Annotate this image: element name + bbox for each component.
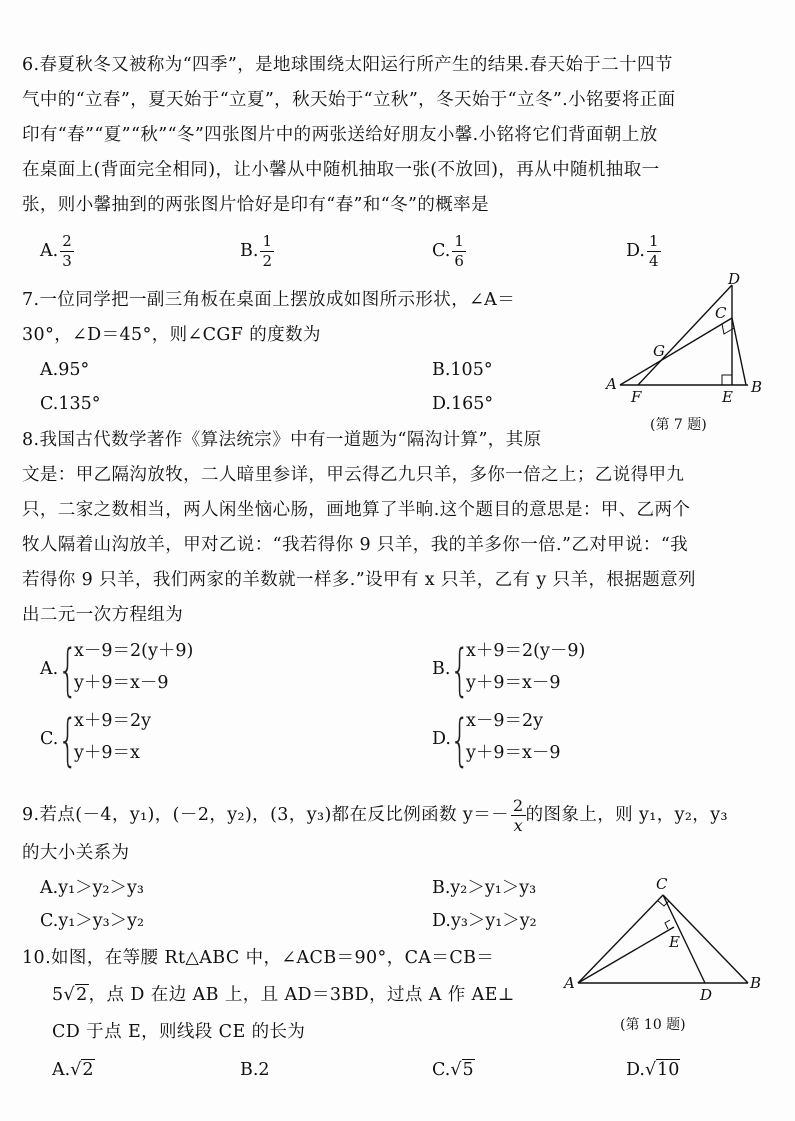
question-7-option-d[interactable]: D.165°: [432, 394, 494, 414]
question-8-line: 只，二家之数相当，两人闲坐恼心肠，画地算了半晌.这个题目的意思是：甲、乙两个: [22, 500, 691, 520]
question-6-line: 印有“春”“夏”“秋”“冬”四张图片中的两张送给好朋友小馨.小铭将它们背面朝上放: [22, 125, 658, 145]
question-8-line: 牧人隔着山沟放羊，甲对乙说：“我若得你 9 只羊，我的羊多你一倍.”乙对甲说：“我: [22, 535, 689, 555]
denominator: x: [513, 816, 524, 835]
denominator: 4: [648, 252, 659, 270]
denominator: 6: [454, 252, 464, 270]
option-label: D.: [432, 729, 451, 749]
radical-sign: √: [644, 1060, 657, 1080]
question-8-line: 出二元一次方程组为: [22, 605, 184, 625]
sqrt: [64, 987, 89, 1005]
option-label: B.2: [240, 1060, 270, 1080]
option-label: A.: [40, 241, 59, 261]
question-6-line: 张，则小馨抽到的两张图片恰好是印有“春”和“冬”的概率是: [22, 195, 489, 215]
equation: y＋9＝x－9: [466, 743, 561, 763]
question-6-option-d[interactable]: [626, 232, 661, 271]
question-7-option-c[interactable]: C.135°: [40, 394, 101, 414]
question-10-option-a[interactable]: [52, 1062, 95, 1080]
point-label: D: [728, 270, 741, 288]
point-label: D: [700, 986, 713, 1004]
point-label: A: [564, 974, 575, 992]
sqrt: [450, 1062, 474, 1080]
question-7-line: 7.一位同学把一副三角板在桌面上摆放成如图所示形状，∠A＝: [22, 290, 516, 310]
question-9-line: [22, 796, 728, 835]
radicand: 5: [462, 1060, 474, 1080]
equation: x－9＝2y: [466, 711, 544, 731]
right-angle-mark: [722, 375, 732, 385]
question-10-option-d[interactable]: [626, 1062, 680, 1080]
equation: y＋9＝x: [74, 743, 140, 763]
option-label: C.: [432, 1060, 451, 1080]
radicand: 2: [82, 1060, 94, 1080]
numerator: 1: [648, 232, 659, 250]
option-label: C.: [40, 729, 59, 749]
segment-ae: [578, 927, 674, 983]
question-8-option-b[interactable]: [432, 638, 732, 703]
radicand: 10: [657, 1060, 680, 1080]
fraction: [511, 796, 526, 835]
figure-10-caption: (第 10 题): [620, 1017, 686, 1033]
option-label: D.: [626, 1060, 645, 1080]
numerator: 1: [454, 232, 464, 250]
fraction: [452, 232, 466, 271]
question-text: 的图象上，则 y₁，y₂，y₃: [525, 805, 728, 825]
radical-sign: √: [70, 1060, 82, 1080]
fraction: [60, 232, 74, 271]
option-label: A.: [40, 659, 59, 679]
question-7-option-b[interactable]: B.105°: [432, 360, 493, 380]
fraction: [647, 232, 661, 271]
option-label: A.: [52, 1060, 71, 1080]
question-6-line: 气中的“立春”，夏天始于“立夏”，秋天始于“立秋”，冬天始于“立冬”.小铭要将正面: [22, 90, 676, 110]
radicand: 2: [76, 985, 88, 1005]
point-label: F: [631, 388, 642, 406]
question-9-line: 的大小关系为: [22, 843, 130, 863]
figure-7-caption: (第 7 题): [650, 417, 707, 433]
brace: {: [58, 638, 78, 703]
brace: {: [58, 708, 78, 773]
option-label: D.: [626, 241, 645, 261]
numerator: 1: [262, 232, 272, 250]
question-6-line: 在桌面上(背面完全相同)，让小馨从中随机抽取一张(不放回)，再从中随机抽取一: [22, 160, 660, 180]
numerator: 2: [513, 796, 524, 815]
question-6-option-c[interactable]: [432, 232, 466, 271]
question-7-option-a[interactable]: A.95°: [40, 360, 90, 380]
fraction: [260, 232, 274, 271]
question-9-option-b[interactable]: B.y₂＞y₁＞y₃: [432, 878, 537, 898]
radical-sign: √: [450, 1060, 462, 1080]
option-label: B.: [240, 241, 259, 261]
segment-cb: [732, 318, 746, 385]
question-10-line: CD 于点 E，则线段 CE 的长为: [52, 1022, 306, 1042]
segment-ac: [620, 318, 732, 385]
equation: y＋9＝x－9: [466, 673, 561, 693]
point-label: B: [751, 378, 763, 396]
question-text: 5: [52, 985, 64, 1005]
question-8-line: 若得你 9 只羊，我们两家的羊数就一样多.”设甲有 x 只羊，乙有 y 只羊，根据题意列: [22, 570, 696, 590]
sqrt: [70, 1062, 94, 1080]
equation: x＋9＝2(y－9): [466, 641, 586, 661]
question-10-line: [52, 987, 515, 1005]
point-label: G: [653, 342, 665, 360]
option-label: B.: [432, 659, 451, 679]
question-8-option-c[interactable]: [40, 708, 340, 773]
brace: {: [450, 638, 470, 703]
question-8-line: 文是：甲乙隔沟放牧，二人暗里参详，甲云得乙九只羊，多你一倍之上；乙说得甲九: [22, 465, 685, 485]
question-9-option-d[interactable]: D.y₃＞y₁＞y₂: [432, 911, 537, 931]
equation: x＋9＝2y: [74, 711, 152, 731]
question-10-figure: [560, 875, 760, 1005]
question-6-option-a[interactable]: [40, 232, 74, 271]
question-10-option-c[interactable]: [432, 1062, 475, 1080]
point-label: B: [750, 974, 762, 992]
point-label: A: [606, 375, 617, 393]
question-text: ，点 D 在边 AB 上，且 AD＝3BD，过点 A 作 AE⊥: [88, 985, 515, 1005]
denominator: 3: [62, 252, 72, 270]
numerator: 2: [62, 232, 72, 250]
radical-sign: √: [63, 985, 76, 1005]
equation: x－9＝2(y＋9): [74, 641, 194, 661]
brace: {: [450, 708, 470, 773]
question-text: 9.若点(－4，y₁)，(－2，y₂)，(3，y₃)都在反比例函数 y＝－: [22, 805, 510, 825]
question-9-option-c[interactable]: C.y₁＞y₃＞y₂: [40, 911, 145, 931]
question-7-line: 30°，∠D＝45°，则∠CGF 的度数为: [22, 325, 321, 345]
question-8-option-a[interactable]: [40, 638, 340, 703]
point-label: C: [715, 304, 727, 322]
question-8-line: 8.我国古代数学著作《算法统宗》中有一道题为“隔沟计算”，其原: [22, 430, 542, 450]
question-10-line: 10.如图，在等腰 Rt△ABC 中，∠ACB＝90°，CA＝CB＝: [22, 948, 495, 968]
segment-ac: [578, 895, 663, 983]
point-label: C: [656, 875, 668, 893]
question-9-option-a[interactable]: A.y₁＞y₂＞y₃: [40, 878, 144, 898]
question-8-option-d[interactable]: [432, 708, 732, 773]
question-6-option-b[interactable]: [240, 232, 274, 271]
question-10-option-b[interactable]: [240, 1062, 270, 1080]
option-label: C.: [432, 241, 451, 261]
right-angle-mark: [665, 920, 670, 929]
denominator: 2: [262, 252, 272, 270]
question-7-figure: [600, 270, 770, 420]
question-6-line: 6.春夏秋冬又被称为“四季”，是地球围绕太阳运行所产生的结果.春天始于二十四节: [22, 55, 673, 75]
equation: y＋9＝x－9: [74, 673, 169, 693]
point-label: E: [722, 388, 733, 406]
point-label: E: [669, 933, 680, 951]
segment-fd: [638, 285, 732, 385]
sqrt: [645, 1062, 680, 1080]
